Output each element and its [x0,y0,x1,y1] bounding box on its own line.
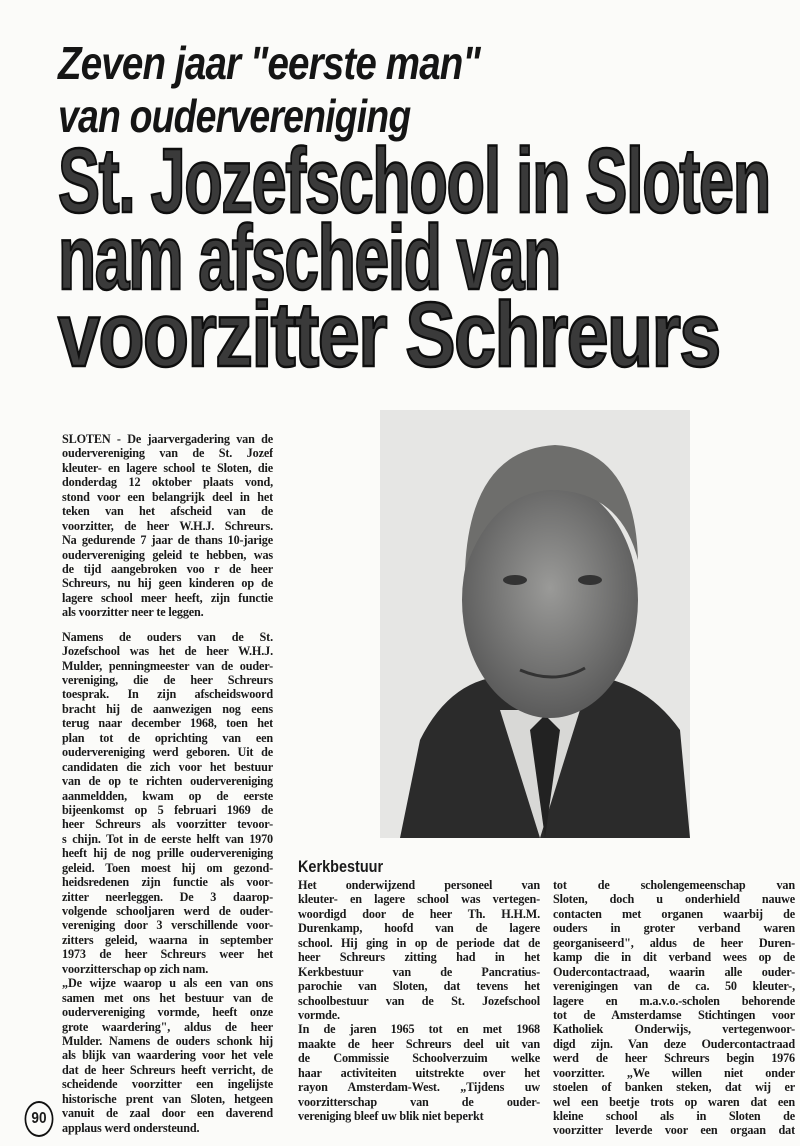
text-line: stoelen of banken steken, dat wij er [553,1080,795,1095]
text-line: 1973 de heer Schreurs weer het [62,947,273,962]
text-line: kleine school als in Sloten de [553,1109,795,1123]
text-line: voorzitter leverde voor een orgaan dat [553,1123,795,1138]
text-line: werd de heer Schreurs begin 1976 [553,1051,795,1066]
text-line: teken van het afscheid van de [62,504,273,519]
text-line: vereniging door 3 verschillende voor- [62,918,273,933]
text-line: samen met ons het bestuur van de [62,990,273,1005]
kicker-line-2: van oudervereniging [58,90,411,142]
right-column [553,878,795,1138]
text-line: bracht hij de aanwezigen nog eens [62,701,273,716]
text-line: schoolbestuur van de St. Jozefschool [298,993,540,1008]
text-line: oudervereniging van de St. Jozef [62,446,273,461]
text-line: s chijn. Tot in de eerste helft van 1970 [62,831,273,846]
text-line: terug naar december 1968, toen het [62,716,273,731]
text-line: de Commissie Schoolverzuim welke [298,1051,540,1066]
text-line: Na gedurende 7 jaar de thans 10-jarige [62,533,273,548]
text-line: toesprak. In zijn afscheidswoord [62,687,273,702]
kicker-line-1: Zeven jaar "eerste man" [58,37,480,89]
text-line: ouders in groter verband waren [553,921,795,936]
text-line: heeft hij de nog prille oudervereniging [62,846,273,861]
text-line: aanmeldden, kwam op de eerste [62,788,273,803]
text-line: de tijd aangebroken voo r de heer [62,561,273,576]
text-line: dat de heer Schreurs heeft verricht, de [62,1062,273,1077]
text-line: oudervereniging vormde, heeft onze [62,1005,273,1020]
text-line: zitters geleid, waarna in september [62,932,273,947]
text-line: vereniging, die de heer Schreurs [62,673,273,687]
title-line-3: voorzitter Schreurs [58,284,720,386]
text-line: lagere school meer heeft, zijn functie [62,590,273,605]
text-line: vanuit de zaal door een daverend [62,1106,273,1121]
text-line: contacten met organen waarbij de [553,906,795,921]
text-line: Mulder, penningmeester van de ouder- [62,658,273,673]
text-line: heer Schreurs als voorzitter tevoor- [62,817,273,832]
text-line: historische prent van Sloten, hetgeen [62,1091,273,1106]
text-line: kamp die in dit verband wees op de [553,950,795,965]
text-line: donderdag 12 oktober plaats vond, [62,475,273,490]
text-line: kleuter- en lagere school was vertegen- [298,892,540,907]
text-line: In de jaren 1965 tot en met 1968 [298,1022,540,1037]
text-line: Jozefschool was het de heer W.H.J. [62,644,273,659]
text-line: Mulder. Namens de ouders schonk hij [62,1033,273,1048]
text-line: school. Hij ging in op de periode dat de [298,935,540,950]
text-line: rayon Amsterdam-West. „Tijdens uw [298,1080,540,1095]
text-line: Sloten, doch u onderhield nauwe [553,892,795,907]
text-line: tot de scholengemeenschap van [553,878,795,892]
text-line: als voorzitter neer te leggen. [62,605,204,620]
text-line: vormde. [298,1007,340,1022]
title-line-2: nam afscheid van [58,207,561,309]
text-line: geleid. Toen moest hij om gezond- [62,860,273,875]
text-line: georganiseerd", aldus de heer Duren- [553,935,795,950]
text-line: Namens de ouders van de St. [62,629,273,644]
text-line: Durenkamp, hoofd van de lagere [298,921,540,936]
middle-column [298,878,540,1123]
text-line: heer Schreurs zitting had in het [298,950,540,965]
text-line: grote waardering", aldus de heer [62,1019,273,1034]
text-line: Kerkbestuur van de Pancratius- [298,964,540,979]
text-line: haar activiteiten uitstrekte over het [298,1065,540,1080]
text-line: verenigingen van de ca. 50 kleuter-, [553,979,795,994]
text-line: Schreurs, nu hij geen kinderen op de [62,576,273,591]
text-line: voorzitter. „We willen niet onder [553,1065,795,1080]
left-column [62,432,273,1135]
text-line: voorzitterschap van de ouder- [298,1094,540,1109]
portrait-photo [380,410,690,838]
text-line: parochie van Sloten, dat tevens het [298,979,540,994]
text-line: digd zijn. Van deze Oudercontactraad [553,1036,795,1051]
text-line: Katholiek Onderwijs, vertegenwoor- [553,1022,795,1037]
text-line: oudervereniging werd geboren. Uit de [62,745,273,760]
text-line: bijeenkomst op 5 februari 1969 de [62,802,273,817]
text-line: „De wijze waarop u als een van ons [62,976,273,991]
text-line: candidaten die zich voor het bestuur [62,759,273,774]
text-line: stond voor een belangrijk deel in het [62,489,273,504]
text-line: oudervereniging geleid te hebben, was [62,547,273,562]
text-line: zitter neerleggen. De 3 daarop- [62,889,273,904]
text-line: plan tot de oprichting van een [62,730,273,745]
text-line: Oudercontactraad, waarin alle ouder- [553,964,795,979]
page-number: 90 [25,1101,54,1137]
text-line: tot de Amsterdamse Stichtingen voor [553,1007,795,1022]
text-line: volgende schooljaren werd de ouder- [62,904,273,918]
text-line: kleuter- en lagere school te Sloten, die [62,460,273,475]
text-line: scheidende voorzitter een ingelijste [62,1077,273,1092]
text-line: vereniging bleef uw blik niet beperkt [298,1109,484,1123]
text-line: woordigd door de heer Th. H.H.M. [298,906,540,921]
text-line: heidsredenen zijn functie als voor- [62,875,273,890]
text-line: voorzitter, de heer W.H.J. Schreurs. [62,518,273,533]
text-line: voorzitterschap op zich nam. [62,961,209,976]
text-line: applaus werd ondersteund. [62,1120,200,1135]
text-line: als blijk van waardering voor het vele [62,1048,273,1063]
text-line: maakte de heer Schreurs deel uit van [298,1036,540,1051]
text-line: wel een beetje trots op waren dat een [553,1094,795,1109]
text-line: Het onderwijzend personeel van [298,878,540,892]
subheading-kerkbestuur: Kerkbestuur [298,857,384,876]
text-line: van de op te richten oudervereniging [62,774,273,789]
text-line: lagere en m.a.v.o.-scholen behorende [553,993,795,1008]
portrait-image [380,410,690,838]
text-line: SLOTEN - De jaarvergadering van de [62,432,273,446]
title-line-1: St. Jozefschool in Sloten [58,130,770,232]
